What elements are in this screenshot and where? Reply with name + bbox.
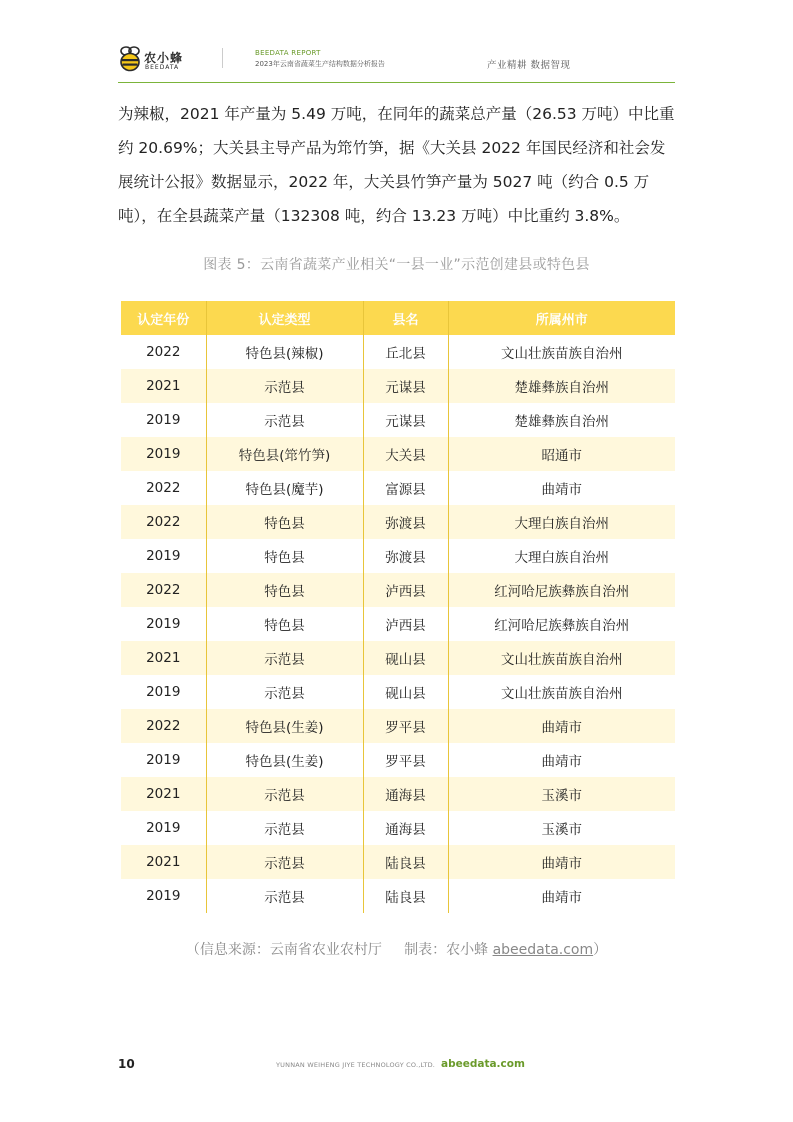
source-suffix: ）: [593, 942, 608, 958]
designation-table: [121, 301, 675, 913]
table-row: [121, 607, 675, 641]
figure-caption: 图表 5：云南省蔬菜产业相关“一县一业”示范创建县或特色县: [203, 257, 590, 273]
cell-county: 元谋县: [363, 403, 448, 437]
cell-prefecture: 玉溪市: [448, 777, 675, 811]
cell-year: 2022: [121, 709, 206, 743]
cell-type: 特色县: [206, 505, 363, 539]
cell-year: 2022: [146, 480, 181, 496]
table-header-row: [121, 301, 675, 335]
cell-prefecture: 楚雄彝族自治州: [448, 369, 675, 403]
cell-county: 陆良县: [363, 845, 448, 879]
cell-year: 2019: [146, 412, 181, 428]
cell-prefecture: 红河哈尼族彝族自治州: [448, 573, 675, 607]
page-number: 10: [118, 1057, 135, 1071]
cell-county: 通海县: [363, 777, 448, 811]
table-row: [121, 573, 675, 607]
cell-county: 砚山县: [363, 641, 448, 675]
cell-prefecture: 玉溪市: [448, 811, 675, 845]
cell-county: 元谋县: [363, 369, 448, 403]
cell-type: 特色县(生姜): [206, 709, 363, 743]
body-paragraph: 为辣椒，2021 年产量为 5.49 万吨，在同年的蔬菜总产量（26.53 万吨）中比重约 20.69%；大关县主导产品为筇竹笋，据《大关县 2022 年国民经济和社会发展统计公报》数据显示，2022 年，大关县竹笋产量为 5027 吨（约合 0.5 万吨），在全县蔬菜产量（132308 吨，约合 13.23 万吨）中比重约 3.8%。: [118, 105, 675, 225]
cell-year: 2019: [121, 437, 206, 471]
cell-type: 特色县: [206, 573, 363, 607]
cell-type: 特色县: [206, 539, 363, 573]
table-row: [121, 879, 675, 913]
table-row: [121, 743, 675, 777]
logo-text-en: BEEDATA: [145, 64, 180, 71]
cell-year: 2022: [121, 573, 206, 607]
cell-type: 特色县(生姜): [206, 743, 363, 777]
cell-type: 示范县: [206, 369, 363, 403]
table-row: [121, 539, 675, 573]
cell-year: 2019: [146, 888, 181, 904]
cell-prefecture: 楚雄彝族自治州: [448, 403, 675, 437]
header-rule: [118, 82, 675, 83]
cell-prefecture: 曲靖市: [448, 471, 675, 505]
cell-year: 2019: [146, 820, 181, 836]
table-row: [121, 675, 675, 709]
cell-prefecture: 曲靖市: [448, 709, 675, 743]
cell-county: 泸西县: [363, 607, 448, 641]
cell-type: 特色县(辣椒): [206, 335, 363, 369]
cell-county: 罗平县: [363, 743, 448, 777]
source-maker: 制表：农小蜂: [404, 942, 489, 958]
report-title-cn: 2023年云南省蔬菜生产结构数据分析报告: [255, 60, 385, 68]
cell-county: 罗平县: [363, 709, 448, 743]
cell-year: 2019: [146, 548, 181, 564]
table-row: [121, 437, 675, 471]
cell-year: 2021: [121, 845, 206, 879]
brand-logo: [118, 46, 188, 74]
cell-prefecture: 曲靖市: [448, 845, 675, 879]
cell-prefecture: 文山壮族苗族自治州: [448, 641, 675, 675]
table-row: [121, 403, 675, 437]
cell-prefecture: 红河哈尼族彝族自治州: [448, 607, 675, 641]
cell-type: 示范县: [206, 879, 363, 913]
source-note: [118, 939, 675, 959]
cell-year: 2022: [146, 344, 181, 360]
cell-year: 2019: [146, 752, 181, 768]
cell-county: 弥渡县: [363, 539, 448, 573]
table-row: [121, 709, 675, 743]
cell-county: 泸西县: [363, 573, 448, 607]
cell-type: 示范县: [206, 641, 363, 675]
cell-type: 特色县: [206, 607, 363, 641]
cell-type: 特色县(魔芋): [206, 471, 363, 505]
column-header-prefecture: 所属州市: [448, 301, 675, 335]
cell-year: 2022: [121, 505, 206, 539]
source-prefix: （信息来源：云南省农业农村厅: [185, 942, 382, 958]
cell-year: 2021: [121, 641, 206, 675]
cell-county: 大关县: [363, 437, 448, 471]
source-link[interactable]: abeedata.com: [492, 942, 594, 958]
bee-icon: [118, 46, 142, 72]
page-header: [0, 0, 793, 86]
cell-county: 丘北县: [363, 335, 448, 369]
cell-year: 2019: [146, 616, 181, 632]
cell-type: 示范县: [206, 811, 363, 845]
table-row: [121, 471, 675, 505]
cell-county: 砚山县: [363, 675, 448, 709]
table-row: [121, 641, 675, 675]
cell-type: 示范县: [206, 403, 363, 437]
cell-prefecture: 文山壮族苗族自治州: [448, 335, 675, 369]
cell-year: 2021: [121, 369, 206, 403]
cell-prefecture: 曲靖市: [448, 879, 675, 913]
cell-year: 2019: [146, 684, 181, 700]
table-row: [121, 811, 675, 845]
table-row: [121, 335, 675, 369]
cell-type: 示范县: [206, 845, 363, 879]
header-slogan: 产业精耕 数据智现: [487, 60, 571, 71]
cell-type: 示范县: [206, 777, 363, 811]
report-title-en: BEEDATA REPORT: [255, 49, 321, 57]
footer-website[interactable]: abeedata.com: [441, 1058, 525, 1070]
table-row: [121, 845, 675, 879]
cell-prefecture: 昭通市: [448, 437, 675, 471]
cell-prefecture: 大理白族自治州: [448, 505, 675, 539]
cell-county: 通海县: [363, 811, 448, 845]
cell-prefecture: 大理白族自治州: [448, 539, 675, 573]
cell-type: 特色县(筇竹笋): [206, 437, 363, 471]
table-row: [121, 369, 675, 403]
column-header-county: 县名: [363, 301, 448, 335]
cell-type: 示范县: [206, 675, 363, 709]
cell-county: 富源县: [363, 471, 448, 505]
cell-year: 2021: [121, 777, 206, 811]
cell-prefecture: 曲靖市: [448, 743, 675, 777]
logo-text-cn: 农小蜂: [144, 51, 184, 65]
table-body: [121, 335, 675, 913]
table-row: [121, 505, 675, 539]
cell-county: 弥渡县: [363, 505, 448, 539]
column-header-year: 认定年份: [121, 301, 206, 335]
header-divider: [222, 48, 223, 68]
footer-company: YUNNAN WEIHENG JIYE TECHNOLOGY CO.,LTD.: [276, 1061, 436, 1069]
table-row: [121, 777, 675, 811]
cell-prefecture: 文山壮族苗族自治州: [448, 675, 675, 709]
cell-county: 陆良县: [363, 879, 448, 913]
column-header-type: 认定类型: [206, 301, 363, 335]
